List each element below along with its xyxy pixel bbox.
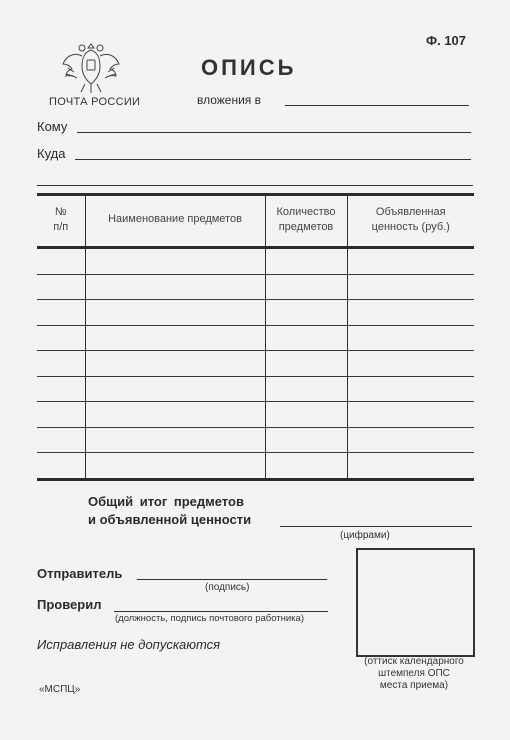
col-header-declared-value [347, 193, 474, 248]
header-line: п/п [53, 220, 69, 233]
table-cell[interactable] [37, 248, 85, 275]
table-cell[interactable] [37, 274, 85, 300]
eagle-emblem-icon [60, 38, 122, 96]
stamp-caption-line: места приема) [379, 680, 449, 691]
col-header-quantity [265, 193, 347, 248]
total-label-line2: и объявленной ценности [88, 512, 252, 527]
table-row [37, 248, 474, 275]
table-cell[interactable] [347, 351, 474, 377]
table-cell[interactable] [85, 325, 265, 351]
address-field-line2[interactable] [37, 185, 473, 186]
header-line: Наименование предметов [108, 213, 242, 225]
checked-signature-field[interactable] [114, 611, 328, 612]
total-hint: (цифрами) [340, 530, 390, 541]
no-corrections-note: Исправления не допускаются [37, 637, 221, 652]
form-number: Ф. 107 [426, 33, 467, 48]
table-cell[interactable] [265, 427, 347, 453]
stamp-caption-line: штемпеля ОПС [378, 668, 450, 679]
table-cell[interactable] [265, 248, 347, 275]
total-label-line1: Общий итог предметов [88, 494, 244, 509]
header-line: Объявленная [375, 205, 446, 218]
stamp-box [356, 548, 475, 657]
table-header-row [37, 193, 474, 248]
table-cell[interactable] [37, 300, 85, 326]
table-row [37, 274, 474, 300]
col-header-number [37, 193, 85, 248]
header-line: Количество [276, 205, 336, 218]
table-cell[interactable] [37, 402, 85, 428]
checked-hint: (должность, подпись почтового работника) [115, 613, 304, 624]
header-line: предметов [278, 220, 334, 233]
table-cell[interactable] [37, 427, 85, 453]
table-row [37, 402, 474, 428]
table-cell[interactable] [347, 248, 474, 275]
table-cell[interactable] [347, 376, 474, 402]
stamp-caption [352, 656, 476, 692]
address-field[interactable] [75, 159, 471, 160]
table-row [37, 325, 474, 351]
table-cell[interactable] [265, 453, 347, 480]
table-cell[interactable] [347, 402, 474, 428]
table-cell[interactable] [37, 376, 85, 402]
col-header-item-name [85, 193, 265, 248]
table-cell[interactable] [347, 453, 474, 480]
table-cell[interactable] [347, 274, 474, 300]
table-cell[interactable] [347, 427, 474, 453]
table-cell[interactable] [85, 248, 265, 275]
table-cell[interactable] [265, 274, 347, 300]
attachment-field[interactable] [285, 105, 469, 106]
header-line: ценность (руб.) [371, 220, 450, 233]
page-title: ОПИСЬ [201, 55, 297, 80]
table-cell[interactable] [265, 351, 347, 377]
table-cell[interactable] [265, 402, 347, 428]
table-cell[interactable] [347, 325, 474, 351]
recipient-field[interactable] [77, 132, 471, 133]
table-row [37, 453, 474, 480]
table-row [37, 427, 474, 453]
publisher: «МСПЦ» [39, 684, 81, 695]
table-cell[interactable] [85, 453, 265, 480]
table-cell[interactable] [85, 376, 265, 402]
table-cell[interactable] [265, 376, 347, 402]
sender-hint: (подпись) [205, 582, 250, 593]
table-cell[interactable] [265, 325, 347, 351]
table-row [37, 376, 474, 402]
table-cell[interactable] [37, 325, 85, 351]
sender-label: Отправитель [37, 566, 123, 581]
table-row [37, 351, 474, 377]
table-cell[interactable] [85, 351, 265, 377]
table-row [37, 300, 474, 326]
stamp-caption-line: (оттиск календарного [364, 656, 464, 667]
attachment-label: вложения в [197, 93, 262, 107]
org-name: ПОЧТА РОССИИ [49, 96, 141, 108]
address-label: Куда [37, 146, 66, 161]
table-cell[interactable] [347, 300, 474, 326]
recipient-label: Кому [37, 119, 68, 134]
table-cell[interactable] [85, 274, 265, 300]
checked-label: Проверил [37, 597, 102, 612]
sender-signature-field[interactable] [137, 579, 327, 580]
table-cell[interactable] [85, 300, 265, 326]
table-cell[interactable] [85, 402, 265, 428]
table-cell[interactable] [37, 453, 85, 480]
table-cell[interactable] [265, 300, 347, 326]
table-cell[interactable] [85, 427, 265, 453]
table-cell[interactable] [37, 351, 85, 377]
items-table [37, 193, 474, 481]
header-line: № [54, 205, 67, 218]
total-field[interactable] [280, 526, 472, 527]
